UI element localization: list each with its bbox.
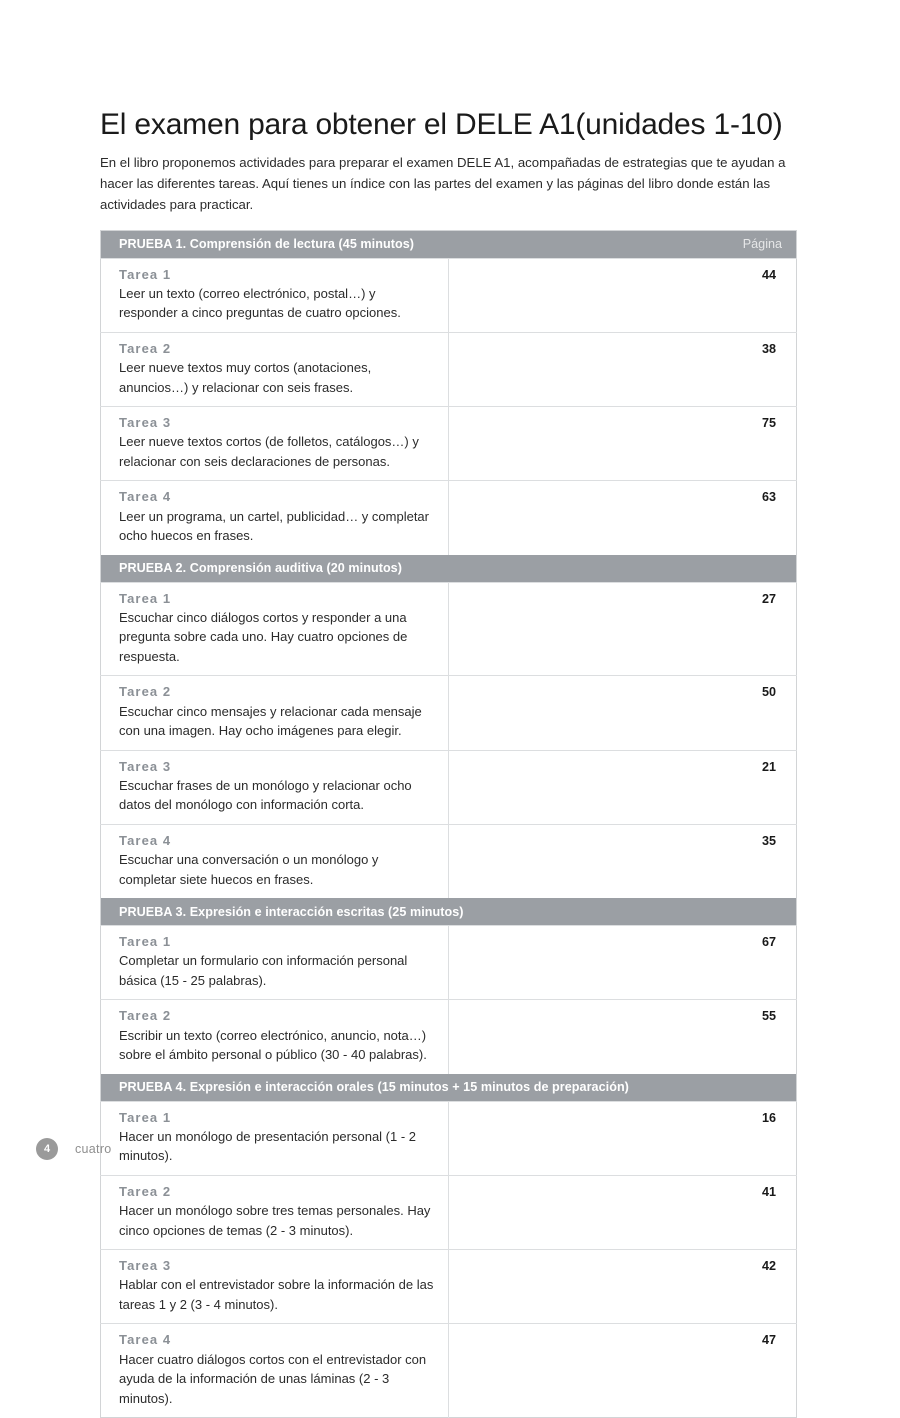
- table-row: [101, 676, 797, 750]
- table-row: [101, 1000, 797, 1074]
- table-row: [101, 332, 797, 406]
- page-number: 47: [761, 1333, 776, 1348]
- page-number: 27: [761, 591, 776, 606]
- task-description: Leer un texto (correo electrónico, postal…) y responder a cinco preguntas de cuatro opciones.: [119, 285, 401, 321]
- task-description: Completar un formulario con información personal básica (15 - 25 palabras).: [119, 953, 408, 988]
- section-header-row: [101, 555, 797, 583]
- task-description: Hablar con el entrevistador sobre la información de las tareas 1 y 2 (3 - 4 minutos).: [119, 1277, 434, 1312]
- page-number-cell: [449, 1324, 797, 1418]
- task-label: Tarea 2: [119, 340, 172, 356]
- task-label: Tarea 3: [119, 1258, 172, 1274]
- task-description: Hacer cuatro diálogos cortos con el entrevistador con ayuda de la información de unas láminas (2 - 3 minutos).: [119, 1351, 427, 1406]
- task-cell: [101, 258, 449, 332]
- page-number-cell: [449, 407, 797, 481]
- table-row: [101, 582, 797, 676]
- table-row: [101, 824, 797, 898]
- section-header-inner: [101, 555, 796, 582]
- task-cell: [101, 481, 449, 555]
- exam-table-body: [101, 230, 797, 1418]
- task-label: Tarea 1: [119, 590, 172, 606]
- task-cell: [101, 1250, 449, 1324]
- task-label: Tarea 1: [119, 934, 172, 950]
- table-row: [101, 1175, 797, 1249]
- section-header-cell: [101, 898, 797, 926]
- task-label: Tarea 4: [119, 1332, 172, 1348]
- section-title: PRUEBA 4. Expresión e interacción orales (15 minutos + 15 minutos de preparación): [119, 1080, 629, 1095]
- task-cell: [101, 1175, 449, 1249]
- task-description: Leer nueve textos muy cortos (anotaciones, anuncios…) y relacionar con seis frases.: [119, 360, 372, 395]
- intro-paragraph: En el libro proponemos actividades para preparar el examen DELE A1, acompañadas de estrategias que te ayudan a hacer las diferentes tareas. Aquí tienes un índice con las partes del examen y las páginas del libro donde están las actividades para practicar.: [100, 154, 786, 213]
- section-header-cell: [101, 230, 797, 258]
- section-title: PRUEBA 2. Comprensión auditiva (20 minutos): [119, 561, 402, 576]
- task-description: Escuchar cinco diálogos cortos y responder a una pregunta sobre cada uno. Hay cuatro opciones de respuesta.: [119, 609, 408, 664]
- task-label: Tarea 1: [119, 1109, 172, 1125]
- page-number: 50: [761, 685, 776, 700]
- section-header-row: [101, 230, 797, 258]
- page-number: 16: [761, 1110, 776, 1125]
- folio-number-badge: 4: [36, 1138, 58, 1160]
- page-number: 75: [761, 416, 776, 431]
- page-number-cell: [449, 582, 797, 676]
- page-number: 67: [761, 935, 776, 950]
- task-cell: [101, 824, 449, 898]
- table-row: [101, 481, 797, 555]
- task-cell: [101, 750, 449, 824]
- task-label: Tarea 4: [119, 832, 172, 848]
- page-number-cell: [449, 1250, 797, 1324]
- task-label: Tarea 3: [119, 415, 172, 431]
- table-row: [101, 1324, 797, 1418]
- page-number-cell: [449, 1175, 797, 1249]
- page-number: 41: [761, 1184, 776, 1199]
- page-content: [100, 108, 800, 1418]
- task-cell: [101, 407, 449, 481]
- page-number-cell: [449, 750, 797, 824]
- task-description: Hacer un monólogo sobre tres temas personales. Hay cinco opciones de temas (2 - 3 minutos).: [119, 1203, 431, 1238]
- section-header-row: [101, 898, 797, 926]
- task-cell: [101, 1324, 449, 1418]
- table-row: [101, 1101, 797, 1175]
- task-description: Escuchar una conversación o un monólogo y completar siete huecos en frases.: [119, 852, 379, 887]
- table-row: [101, 926, 797, 1000]
- task-label: Tarea 1: [119, 266, 172, 282]
- task-cell: [101, 1101, 449, 1175]
- exam-index-table: [100, 230, 797, 1418]
- page-number-cell: [449, 1101, 797, 1175]
- task-label: Tarea 2: [119, 1183, 172, 1199]
- page-title: El examen para obtener el DELE A1(unidades 1-10): [100, 108, 783, 141]
- folio-word-label: cuatro: [75, 1142, 112, 1156]
- page-number-cell: [449, 481, 797, 555]
- section-header-row: [101, 1074, 797, 1102]
- page-number: 38: [761, 341, 776, 356]
- page-number-cell: [449, 926, 797, 1000]
- page-number: 42: [761, 1259, 776, 1274]
- task-cell: [101, 926, 449, 1000]
- task-label: Tarea 4: [119, 489, 172, 505]
- task-cell: [101, 582, 449, 676]
- page-column-header: Página: [742, 237, 782, 252]
- page-number-cell: [449, 824, 797, 898]
- task-cell: [101, 332, 449, 406]
- page-number: 44: [761, 267, 776, 282]
- task-description: Leer un programa, un cartel, publicidad… y completar ocho huecos en frases.: [119, 508, 429, 544]
- section-header-inner: [101, 898, 796, 925]
- task-description: Escribir un texto (correo electrónico, anuncio, nota…) sobre el ámbito personal o público (30 - 40 palabras).: [119, 1027, 427, 1063]
- page-number: 35: [761, 833, 776, 848]
- page-number: 21: [761, 759, 776, 774]
- task-description: Leer nueve textos cortos (de folletos, catálogos…) y relacionar con seis declaraciones de personas.: [119, 434, 419, 469]
- table-row: [101, 750, 797, 824]
- task-cell: [101, 676, 449, 750]
- table-row: [101, 1250, 797, 1324]
- section-header-cell: [101, 1074, 797, 1102]
- task-label: Tarea 2: [119, 1008, 172, 1024]
- table-row: [101, 258, 797, 332]
- task-cell: [101, 1000, 449, 1074]
- task-description: Escuchar cinco mensajes y relacionar cada mensaje con una imagen. Hay ocho imágenes para elegir.: [119, 703, 422, 739]
- section-header-cell: [101, 555, 797, 583]
- section-title: PRUEBA 1. Comprensión de lectura (45 minutos): [119, 237, 414, 252]
- page-number-cell: [449, 676, 797, 750]
- page-number: 63: [761, 490, 776, 505]
- task-label: Tarea 3: [119, 758, 172, 774]
- page-footer: [36, 1138, 112, 1160]
- section-title: PRUEBA 3. Expresión e interacción escritas (25 minutos): [119, 904, 464, 919]
- task-label: Tarea 2: [119, 684, 172, 700]
- page-number-cell: [449, 1000, 797, 1074]
- page-number-cell: [449, 332, 797, 406]
- task-description: Hacer un monólogo de presentación personal (1 - 2 minutos).: [119, 1128, 417, 1164]
- page-number: 55: [761, 1009, 776, 1024]
- section-header-inner: [101, 231, 796, 258]
- page-number-cell: [449, 258, 797, 332]
- table-row: [101, 407, 797, 481]
- task-description: Escuchar frases de un monólogo y relacionar ocho datos del monólogo con información corta.: [119, 777, 412, 813]
- section-header-inner: [101, 1074, 796, 1101]
